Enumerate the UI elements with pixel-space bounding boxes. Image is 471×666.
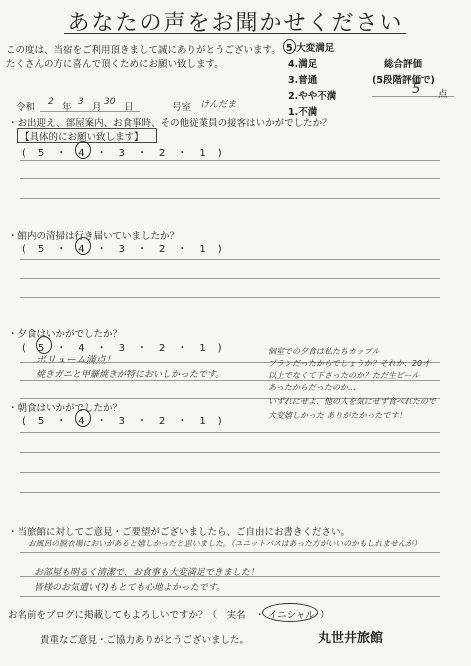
blog-selected: イニシャル bbox=[268, 610, 315, 621]
q5-comment-1: お風呂の脱衣場においがあると嬉しかったと思いました。（ユニットバスはあった方がいいのかもしれませんが） bbox=[28, 539, 422, 548]
q2-question: ・館内の清掃は行き届いていましたか？ bbox=[8, 231, 180, 242]
q3-side-line-1: 個室での夕食は私たちカップル bbox=[268, 347, 380, 356]
q4-line-2 bbox=[20, 452, 440, 453]
q3-side-line-5: いずれにせよ、他の人を気にせず食べれたので bbox=[268, 397, 436, 406]
q4-line-3 bbox=[20, 472, 440, 473]
q3-side-line-3: 以上でなくて下さったのか？ただ生ビール bbox=[268, 371, 420, 380]
q5-question: ・当旅館に対してご意見・ご要望がございましたら、ご自由にお書きください。 bbox=[8, 527, 351, 538]
q1-selected-circle bbox=[75, 141, 91, 159]
inn-name: 丸世井旅館 bbox=[318, 631, 384, 646]
date-underline bbox=[40, 111, 140, 112]
q2-line-3 bbox=[20, 297, 440, 298]
rating-legend-3: 3.普通 bbox=[288, 75, 318, 86]
q2-line-2 bbox=[20, 278, 440, 279]
q1-line-2 bbox=[20, 178, 440, 179]
date-day-unit: 日 bbox=[124, 102, 134, 113]
q5-line-1 bbox=[20, 552, 440, 553]
q4-line-4 bbox=[20, 492, 440, 493]
q1-question: ・お出迎え、部屋案内、お食事時、その他従業員の接客はいかがでしたか？ bbox=[8, 118, 332, 129]
rating-legend-5: 5.大変満足 bbox=[286, 43, 335, 54]
q2-selected-circle bbox=[75, 237, 91, 255]
q1-line-1 bbox=[20, 160, 440, 161]
date-era: 令和 bbox=[16, 102, 36, 113]
q4-line-1 bbox=[20, 432, 440, 433]
overall-unit: 点 bbox=[438, 89, 448, 100]
date-month: 3 bbox=[78, 97, 84, 107]
q3-comment-1: ボリューム満点！ bbox=[36, 355, 116, 366]
q5-comment-2: お部屋も明るく清潔で、お食事も大変満足できました！ bbox=[34, 568, 259, 578]
q4-scale: ( 5 ・ 4 ・ 3 ・ 2 ・ 1 ) bbox=[22, 416, 223, 427]
overall-sub: (5段階評価で) bbox=[372, 75, 435, 86]
thanks-message: 貴重なご意見・ご協力ありがとうございました。 bbox=[40, 635, 250, 646]
q1-detail-label: 【具体的にお願い致します】 bbox=[20, 132, 144, 143]
blog-close: ） bbox=[320, 610, 330, 621]
q2-scale: ( 5 ・ 4 ・ 3 ・ 2 ・ 1 ) bbox=[22, 244, 223, 255]
rating-legend-1: 1.不満 bbox=[288, 107, 318, 118]
intro-line-2: たくさんの方に喜んで頂くためにお願い致します。 bbox=[6, 59, 224, 70]
intro-line-1: この度は、当宿をご利用頂きまして誠にありがとうございます。 bbox=[6, 45, 281, 56]
q1-scale: ( 5 ・ 4 ・ 3 ・ 2 ・ 1 ) bbox=[22, 148, 223, 159]
room-name: けんだま bbox=[200, 100, 237, 110]
q4-selected-circle bbox=[75, 409, 91, 427]
room-label: 号室 bbox=[172, 102, 192, 113]
q5-line-2 bbox=[20, 576, 440, 577]
blog-question: お名前をブログに掲載してもよろしいですか？（ 実名 ・ bbox=[8, 610, 265, 621]
q3-side-line-6: 大変嬉しかった ありがたかったです！ bbox=[268, 411, 407, 420]
rating-legend-2: 2.やや不満 bbox=[288, 91, 337, 102]
q5-line-3 bbox=[20, 596, 440, 597]
q3-side-line-4: あったからだったのか… bbox=[268, 383, 356, 392]
q3-side-comment bbox=[264, 344, 440, 424]
q1-line-3 bbox=[20, 198, 440, 199]
q5-comment-3: 皆様のお気遣い(?)もとても心地よかったです。 bbox=[34, 583, 226, 593]
q3-comment-2: 焼きガニと甲羅焼きが特においしかったです。 bbox=[36, 370, 225, 380]
q3-scale: ( 5 ・ 4 ・ 3 ・ 2 ・ 1 ) bbox=[22, 343, 223, 354]
title-divider bbox=[64, 33, 406, 34]
q4-question: ・朝食はいかがでしたか？ bbox=[8, 403, 123, 414]
rating-legend-4: 4.満足 bbox=[288, 59, 318, 70]
date-day: 30 bbox=[104, 97, 116, 107]
date-month-unit: 月 bbox=[92, 102, 102, 113]
overall-label: 総合評価 bbox=[384, 59, 423, 70]
q3-question: ・夕食はいかがでしたか？ bbox=[8, 329, 123, 340]
date-year: 2 bbox=[48, 97, 54, 107]
date-year-unit: 年 bbox=[62, 102, 72, 113]
q2-line-1 bbox=[20, 259, 440, 260]
page-title: あなたの声をお聞かせください bbox=[67, 11, 404, 36]
q3-side-line-2: プランだったからでしょうか？それか、20才 bbox=[268, 359, 431, 368]
overall-value: 5 bbox=[412, 82, 421, 97]
